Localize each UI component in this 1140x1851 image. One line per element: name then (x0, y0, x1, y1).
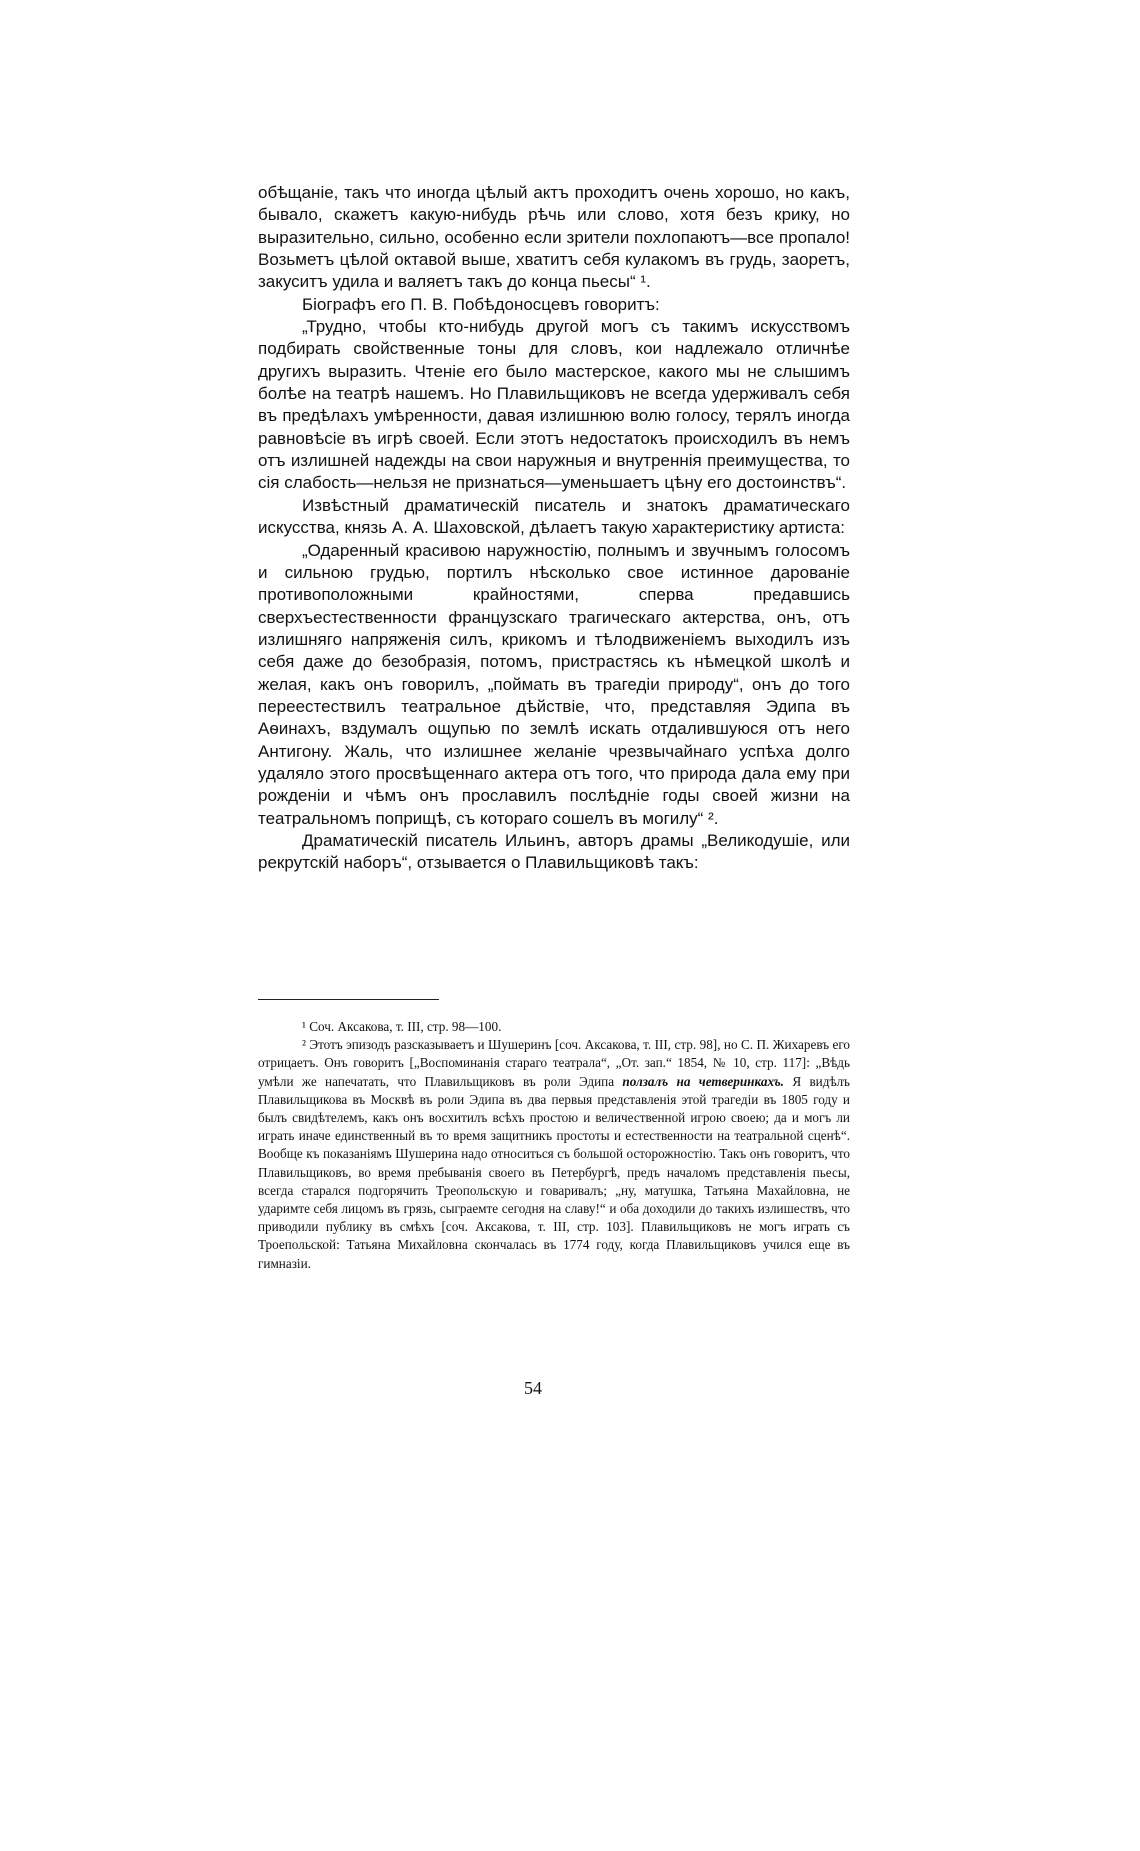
quote-shakhovskoy: „Одаренный красивою наружностію, полнымъ и звучнымъ голосомъ и сильною грудью, портилъ нѣсколько свое истинное дарованіе противоположными крайностями, сперва предавшись сверхъестественности французскаго трагическаго актерства, онъ, отъ излишняго напряженія силъ, крикомъ и тѣлодвиженіемъ выходилъ изъ себя даже до безобразія, потомъ, пристрастясь къ нѣмецкой школѣ и желая, какъ онъ говорилъ, „поймать въ трагедіи природу“, онъ до того переестествилъ театральное дѣйствіе, что, представляя Эдипа въ Аѳинахъ, вздумалъ ощупью по землѣ искать отдалившуюся отъ него Антигону. Жаль, что излишнее желаніе чрезвычайнаго успѣха долго удаляло этого просвѣщеннаго актера отъ того, что природа дала ему при рожденіи и чѣмъ онъ прославилъ послѣдніе годы своей жизни на театральномъ поприщѣ, съ котораго сошелъ въ могилу“ ². (258, 540, 850, 828)
footnote-2 (258, 1036, 850, 1273)
footnote-1: ¹ Соч. Аксакова, т. III, стр. 98—100. (302, 1019, 502, 1034)
footnote-2-emphasis: ползалъ на четверинкахъ. (622, 1073, 784, 1089)
paragraph-ilyin: Драматическій писатель Ильинъ, авторъ драмы „Великодушіе, или рекрутскій наборъ“, отзывается о Плавильщиковѣ такъ: (258, 830, 850, 873)
paragraph-biographer: Біографъ его П. В. Побѣдоносцевъ говоритъ: (302, 294, 660, 314)
paragraph-continuation: обѣщаніе, такъ что иногда цѣлый актъ проходитъ очень хорошо, но какъ, бывало, скажетъ какую-нибудь рѣчь или слово, хотя безъ крику, но выразительно, сильно, особенно если зрители похлопаютъ—все пропало! Возьметъ цѣлой октавой выше, хватитъ себя кулакомъ въ грудь, заоретъ, закуситъ удила и валяетъ такъ до конца пьесы“ ¹. (258, 183, 850, 292)
footnotes (258, 1018, 850, 1273)
main-text (258, 182, 850, 875)
page-number: 54 (524, 1378, 542, 1398)
footnote-separator (258, 999, 439, 1000)
footnote-2-part-b: Я видѣлъ Плавильщикова въ Москвѣ въ роли Эдипа въ два первыя представленія этой трагедіи въ 1805 году и былъ свидѣтелемъ, какъ онъ восхитилъ всѣхъ простою и величественной игрою своею; да и могъ ли играть иначе единственный въ то время защитникъ простоты и естественности на театральной сценѣ“. Вообще къ показаніямъ Шушерина надо относиться съ большой осторожностію. Такъ онъ говоритъ, что Плавильщиковъ, во время пребыванія своего въ Петербургѣ, предъ началомъ представленія пьесы, всегда старался подгорячить Треопольскую и говаривалъ; „ну, матушка, Татьяна Махайловна, не ударимте себя лицомъ въ грязь, сыграемте сегодня на славу!“ и оба доходили до такихъ излишествъ, что приводили публику въ смѣхъ [соч. Аксакова, т. III, стр. 103]. Плавильщиковъ не могъ играть съ Троепольской: Татьяна Михайловна скончалась въ 1774 году, когда Плавильщиковъ учился еще въ гимназіи. (258, 1073, 851, 1271)
footnote-2-part-a: ² Этотъ эпизодъ разсказываетъ и Шушеринъ [соч. Аксакова, т. III, стр. 98], но С. П. Жихаревъ его отрицаетъ. Онъ говоритъ [„Воспоминанія стараго театрала“, „От. зап.“ 1854, № 10, стр. 117]: „Вѣдь умѣли же напечатать, что Плавильщиковъ въ роли Эдипа (258, 1037, 850, 1089)
paragraph-shakhovskoy: Извѣстный драматическій писатель и знатокъ драматическаго искусства, князь А. А. Шаховской, дѣлаетъ такую характеристику артиста: (258, 495, 850, 538)
quote-pobedonostsev: „Трудно, чтобы кто-нибудь другой могъ съ такимъ искусствомъ подбирать свойственные тоны для словъ, кои надлежало отличнѣе другихъ выразить. Чтеніе его было мастерское, какого мы не слышимъ болѣе на театрѣ нашемъ. Но Плавильщиковъ не всегда удерживалъ себя въ предѣлахъ умѣренности, давая излишнюю волю голосу, терялъ иногда равновѣсіе въ игрѣ своей. Если этотъ недостатокъ происходилъ въ немъ отъ излишней надежды на свои наружныя и внутреннія преимущества, то сія слабость—нельзя не признаться—уменьшаетъ цѣну его достоинствъ“. (258, 317, 850, 493)
